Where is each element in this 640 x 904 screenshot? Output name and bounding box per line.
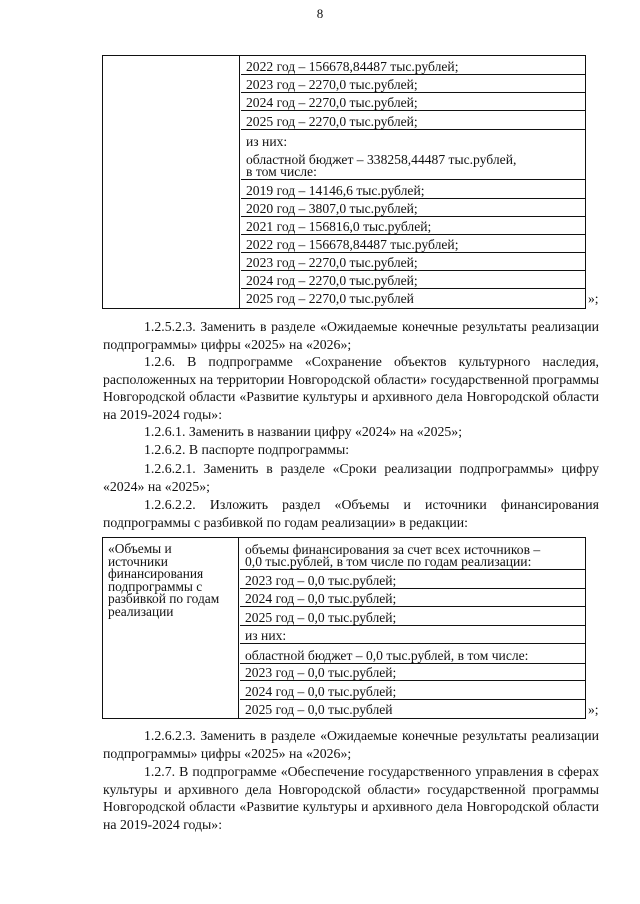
- table2-line: 2025 год – 0,0 тыс.рублей;: [240, 610, 585, 626]
- table1-closing-quote: »;: [588, 291, 599, 306]
- table1-line: 2025 год – 2270,0 тыс.рублей: [246, 291, 414, 306]
- table2-line: из них:: [240, 628, 585, 644]
- paragraph-1-2-6-2: 1.2.6.2. В паспорте подпрограммы:: [144, 442, 350, 457]
- table2-line: 2025 год – 0,0 тыс.рублей: [245, 702, 393, 717]
- page-number: 8: [316, 6, 324, 21]
- table2-label: «Объемы и источники финансирования подпрограммы с разбивкой по годам реализации: [108, 541, 220, 619]
- table2-line: 0,0 тыс.рублей, в том числе по годам реализации:: [240, 554, 585, 570]
- paragraph-1-2-6-1: 1.2.6.1. Заменить в названии цифру «2024» на «2025»;: [144, 424, 463, 439]
- table2-line: 2024 год – 0,0 тыс.рублей;: [240, 591, 585, 607]
- funding-table-continued: [102, 55, 586, 309]
- paragraph-1-2-5-2-3: 1.2.5.2.3. Заменить в разделе «Ожидаемые конечные результаты реализации подпрограммы» цифры «2025» на «2026»;: [103, 319, 599, 352]
- table2-closing-quote: »;: [588, 702, 599, 717]
- table1-line: 2024 год – 2270,0 тыс.рублей;: [241, 273, 585, 289]
- table1-line: 2024 год – 2270,0 тыс.рублей;: [241, 95, 585, 111]
- table2-line: 2023 год – 0,0 тыс.рублей;: [240, 665, 585, 681]
- table1-line: 2023 год – 2270,0 тыс.рублей;: [241, 255, 585, 271]
- table1-line: областной бюджет – 338258,44487 тыс.рублей,: [246, 152, 517, 167]
- table2-line: 2023 год – 0,0 тыс.рублей;: [240, 573, 585, 589]
- table1-value-cell: [241, 56, 585, 308]
- paragraph-1-2-6: 1.2.6. В подпрограмме «Сохранение объектов культурного наследия, расположенных на территории Новгородской области» государственной программы Новгородской области «Развитие культуры и архивного дела Новгородской области на 2019-2024 годы»:: [103, 354, 599, 422]
- table1-line: 2020 год – 3807,0 тыс.рублей;: [241, 201, 585, 217]
- table2-line: объемы финансирования за счет всех источников –: [245, 542, 541, 557]
- table1-label-cell: [103, 56, 240, 308]
- table1-line: 2022 год – 156678,84487 тыс.рублей;: [241, 237, 585, 253]
- table2-line: областной бюджет – 0,0 тыс.рублей, в том числе:: [240, 648, 585, 664]
- table2-line: 2024 год – 0,0 тыс.рублей;: [240, 684, 585, 700]
- table1-line: 2022 год – 156678,84487 тыс.рублей;: [241, 59, 585, 75]
- table1-line: 2025 год – 2270,0 тыс.рублей;: [241, 114, 585, 130]
- paragraph-1-2-6-2-3: 1.2.6.2.3. Заменить в разделе «Ожидаемые конечные результаты реализации подпрограммы» цифры «2025» на «2026»;: [103, 728, 599, 761]
- table1-line: в том числе:: [241, 164, 585, 180]
- table2-value-cell: [240, 538, 585, 718]
- paragraph-1-2-6-2-1: 1.2.6.2.1. Заменить в разделе «Сроки реализации подпрограммы» цифру «2024» на «2025»;: [103, 461, 599, 494]
- table1-line: 2023 год – 2270,0 тыс.рублей;: [241, 77, 585, 93]
- table1-line: 2019 год – 14146,6 тыс.рублей;: [241, 183, 585, 199]
- funding-table: [102, 537, 586, 719]
- table2-label-cell: [103, 538, 239, 718]
- table1-line: 2021 год – 156816,0 тыс.рублей;: [241, 219, 585, 235]
- paragraph-1-2-6-2-2: 1.2.6.2.2. Изложить раздел «Объемы и источники финансирования подпрограммы с разбивкой по годам реализации» в редакции:: [103, 497, 599, 530]
- table1-line: из них:: [246, 134, 288, 149]
- paragraph-1-2-7: 1.2.7. В подпрограмме «Обеспечение государственного управления в сферах культуры и архивного дела Новгородской области» государственной программы Новгородской области «Развитие культуры и архивного дела Новгородской области на 2019-2024 годы»:: [103, 764, 599, 832]
